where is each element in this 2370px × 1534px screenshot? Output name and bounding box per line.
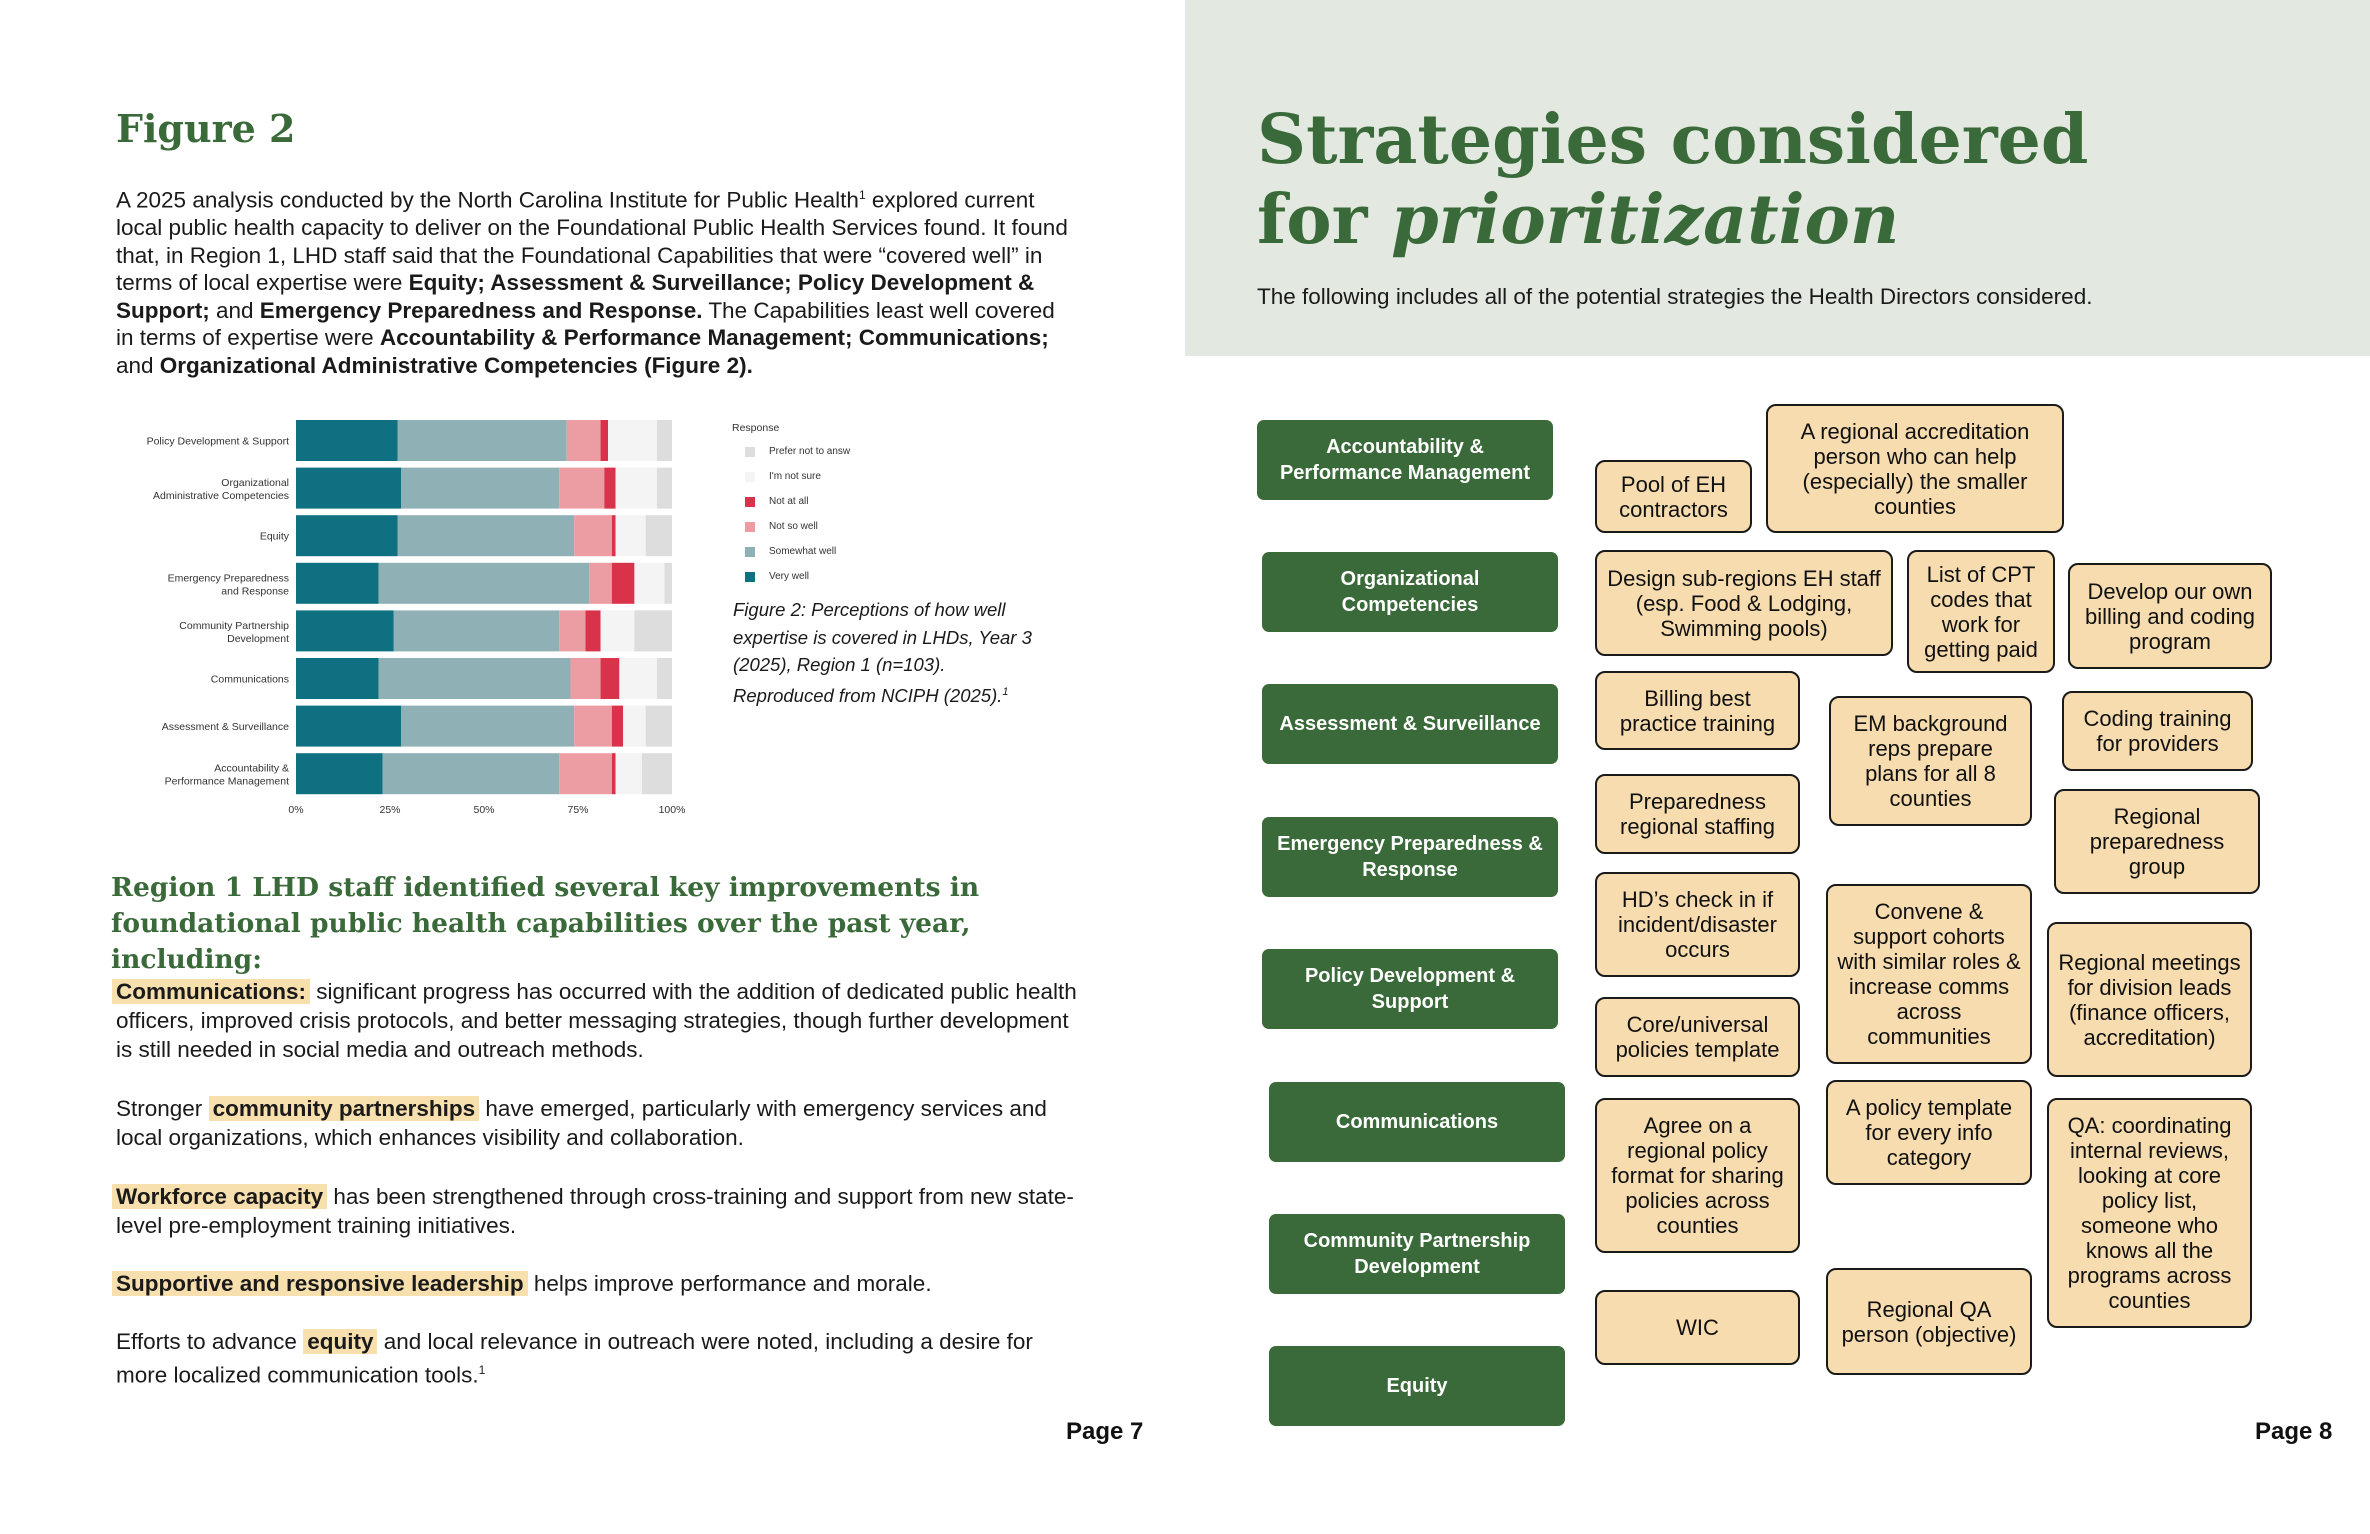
strategy-note: Preparedness regional staffing	[1595, 774, 1800, 854]
chart-x-tick-label: 100%	[658, 803, 686, 816]
chart-bar-segment	[589, 563, 612, 604]
legend-item	[732, 464, 892, 489]
chart-bar-segment	[612, 753, 616, 794]
chart-bar-segment	[296, 468, 401, 509]
strategy-note: A regional accreditation person who can help (especially) the smaller counties	[1766, 404, 2064, 533]
capability-accountability: Accountability & Performance Management	[1257, 420, 1553, 500]
chart-bar-segment	[601, 610, 635, 651]
chart-bar-segment	[601, 658, 620, 699]
chart-bar-segment	[567, 420, 601, 461]
chart-x-tick-label: 0%	[288, 803, 304, 816]
legend-label: Not at all	[769, 496, 809, 507]
page-number-left: Page 7	[1066, 1418, 1144, 1445]
chart-bar-segment	[604, 468, 615, 509]
capability-assessment: Assessment & Surveillance	[1262, 684, 1558, 764]
chart-bar-segment	[608, 420, 657, 461]
figure-heading: Figure 2	[116, 106, 296, 151]
chart-category-label: Accountability & Performance Management	[164, 762, 289, 788]
chart-bar-segment	[646, 706, 672, 747]
chart-bar-segment	[398, 515, 575, 556]
strategy-note: Core/universal policies template	[1595, 997, 1800, 1077]
legend-swatch	[745, 497, 755, 507]
chart-bar-segment	[657, 420, 672, 461]
chart-bar-segment	[623, 706, 646, 747]
chart-bar-segment	[616, 515, 646, 556]
strategy-note: Pool of EH contractors	[1595, 460, 1752, 533]
chart-x-tick-label: 50%	[473, 803, 495, 816]
chart-bar-segment	[296, 563, 379, 604]
legend-label: Somewhat well	[769, 546, 837, 557]
strategy-note: Design sub-regions EH staff (esp. Food & Lodging, Swimming pools)	[1595, 550, 1893, 656]
legend-swatch	[745, 447, 755, 457]
legend-swatch	[745, 522, 755, 532]
strategies-title: Strategies considered for prioritization	[1257, 100, 2089, 260]
strategy-note: Billing best practice training	[1595, 671, 1800, 750]
chart-bar-segment	[612, 563, 635, 604]
capability-equity: Equity	[1269, 1346, 1565, 1426]
highlight-partnerships: community partnerships	[209, 1096, 480, 1121]
legend-item	[732, 439, 892, 464]
paragraph-leadership: Supportive and responsive leadership helps improve performance and morale.	[116, 1269, 1086, 1298]
chart-bar-segment	[619, 658, 657, 699]
chart-bar-segment	[612, 706, 623, 747]
capability-communications: Communications	[1269, 1082, 1565, 1162]
legend-label: I'm not sure	[769, 471, 821, 482]
legend-label: Not so well	[769, 521, 818, 532]
chart-bar-segment	[296, 515, 398, 556]
capability-community-partnership: Community Partnership Development	[1269, 1214, 1565, 1294]
chart-bar-segment	[657, 468, 672, 509]
page-number-right: Page 8	[2255, 1418, 2333, 1445]
intro-paragraph: A 2025 analysis conducted by the North Carolina Institute for Public Health$^1$ explored current local public health capacity to deliver on the Foundational Public Health Services found. It found that, in Region 1, LHD staff said that the Foundational Capabilities that were “covered well” in terms of local expertise were Equity; Assessment & Surveillance; Policy Development & Support; and Emergency Preparedness and Response. The Capabilities least well covered in terms of expertise were Accountability & Performance Management; Communications; and Organizational Administrative Competencies (Figure 2).	[116, 187, 1068, 378]
legend-swatch	[745, 547, 755, 557]
strategy-note: List of CPT codes that work for getting paid	[1907, 550, 2055, 673]
chart-bar-segment	[642, 753, 672, 794]
chart-bar-segment	[634, 563, 664, 604]
strategy-note: A policy template for every info category	[1826, 1080, 2032, 1185]
strategy-note: Regional QA person (objective)	[1826, 1268, 2032, 1375]
legend-label: Very well	[769, 571, 810, 582]
chart-bar-segment	[559, 610, 585, 651]
chart-x-tick-label: 25%	[379, 803, 401, 816]
expertise-bar-chart	[106, 414, 746, 830]
strategy-note: Coding training for providers	[2062, 691, 2253, 771]
highlight-workforce: Workforce capacity	[112, 1184, 327, 1209]
chart-bar-segment	[574, 515, 612, 556]
chart-bar-segment	[394, 610, 559, 651]
paragraph-workforce: Workforce capacity has been strengthened through cross-training and support from new state-level pre-employment training initiatives.	[116, 1182, 1086, 1240]
chart-bar-segment	[664, 563, 672, 604]
legend-label: Prefer not to answ	[769, 446, 851, 457]
chart-bar-segment	[382, 753, 559, 794]
strategy-note: Regional meetings for division leads (finance officers, accreditation)	[2047, 922, 2252, 1077]
chart-bar-segment	[296, 753, 382, 794]
capability-emergency: Emergency Preparedness & Response	[1262, 817, 1558, 897]
chart-legend	[732, 422, 892, 589]
paragraph-partnerships: Stronger community partnerships have emerged, particularly with emergency services and local organizations, which enhances visibility and collaboration.	[116, 1096, 1047, 1150]
chart-bar-segment	[616, 468, 657, 509]
strategy-note: QA: coordinating internal reviews, looking at core policy list, someone who knows all the programs across counties	[2047, 1098, 2252, 1328]
chart-bar-segment	[296, 610, 394, 651]
chart-bar-segment	[601, 420, 609, 461]
chart-bar-segment	[586, 610, 601, 651]
chart-bar-segment	[616, 753, 642, 794]
highlight-leadership: Supportive and responsive leadership	[112, 1271, 528, 1296]
chart-bar-segment	[657, 658, 672, 699]
improvements-heading: Region 1 LHD staff identified several key improvements in foundational public health capabilities over the past year, including:	[111, 872, 980, 975]
strategy-note: EM background reps prepare plans for all 8 counties	[1829, 696, 2032, 826]
chart-x-tick-label: 75%	[567, 803, 589, 816]
chart-category-label: Policy Development & Support	[146, 435, 289, 448]
legend-item	[732, 514, 892, 539]
chart-bar-segment	[296, 658, 379, 699]
highlight-communications: Communications:	[112, 979, 310, 1004]
chart-bar-segment	[570, 658, 600, 699]
figure-caption: Figure 2: Perceptions of how well expertise is covered in LHDs, Year 3 (2025), Region 1 (n=103). Reproduced from NCIPH (2025).$^1$	[733, 599, 1032, 706]
highlight-equity: equity	[303, 1329, 377, 1354]
legend-swatch	[745, 572, 755, 582]
strategies-subtitle: The following includes all of the potential strategies the Health Directors considered.	[1257, 284, 2093, 309]
capability-organizational: Organizational Competencies	[1262, 552, 1558, 632]
chart-bar-segment	[559, 753, 612, 794]
chart-bar-segment	[398, 420, 567, 461]
chart-bar-segment	[559, 468, 604, 509]
chart-bar-segment	[296, 420, 398, 461]
strategy-note: WIC	[1595, 1290, 1800, 1365]
chart-bar-segment	[634, 610, 672, 651]
paragraph-equity: Efforts to advance equity and local relevance in outreach were noted, including a desire for more localized communication tools.$^1$	[116, 1329, 1033, 1388]
legend-item	[732, 564, 892, 589]
chart-category-label: Community Partnership Development	[179, 619, 289, 645]
chart-bar-segment	[646, 515, 672, 556]
strategy-note: HD’s check in if incident/disaster occurs	[1595, 872, 1800, 977]
chart-bar-segment	[401, 706, 574, 747]
paragraph-communications: Communications: significant progress has occurred with the addition of dedicated public health officers, improved crisis protocols, and better messaging strategies, though further development is still needed in social media and outreach methods.	[116, 977, 1086, 1064]
chart-category-label: Communications	[210, 673, 289, 686]
chart-category-label: Assessment & Surveillance	[161, 721, 289, 734]
chart-bar-segment	[574, 706, 612, 747]
chart-bar-segment	[379, 563, 590, 604]
chart-category-label: Emergency Preparedness and Response	[167, 572, 289, 598]
legend-item	[732, 489, 892, 514]
strategy-note: Agree on a regional policy format for sharing policies across counties	[1595, 1098, 1800, 1253]
chart-bar-segment	[612, 515, 616, 556]
strategy-note: Convene & support cohorts with similar roles & increase comms across communities	[1826, 884, 2032, 1064]
legend-title: Response	[732, 422, 780, 434]
chart-bar-segment	[296, 706, 401, 747]
strategy-note: Develop our own billing and coding program	[2068, 563, 2272, 669]
legend-swatch	[745, 472, 755, 482]
chart-bar-segment	[401, 468, 559, 509]
legend-item	[732, 539, 892, 564]
intro-footnote-ref: 1	[858, 188, 866, 202]
capability-policy: Policy Development & Support	[1262, 949, 1558, 1029]
chart-bar-segment	[379, 658, 571, 699]
chart-category-label: Equity	[259, 530, 289, 543]
chart-category-label: Organizational Administrative Competencies	[153, 477, 289, 503]
strategy-note: Regional preparedness group	[2054, 789, 2260, 894]
